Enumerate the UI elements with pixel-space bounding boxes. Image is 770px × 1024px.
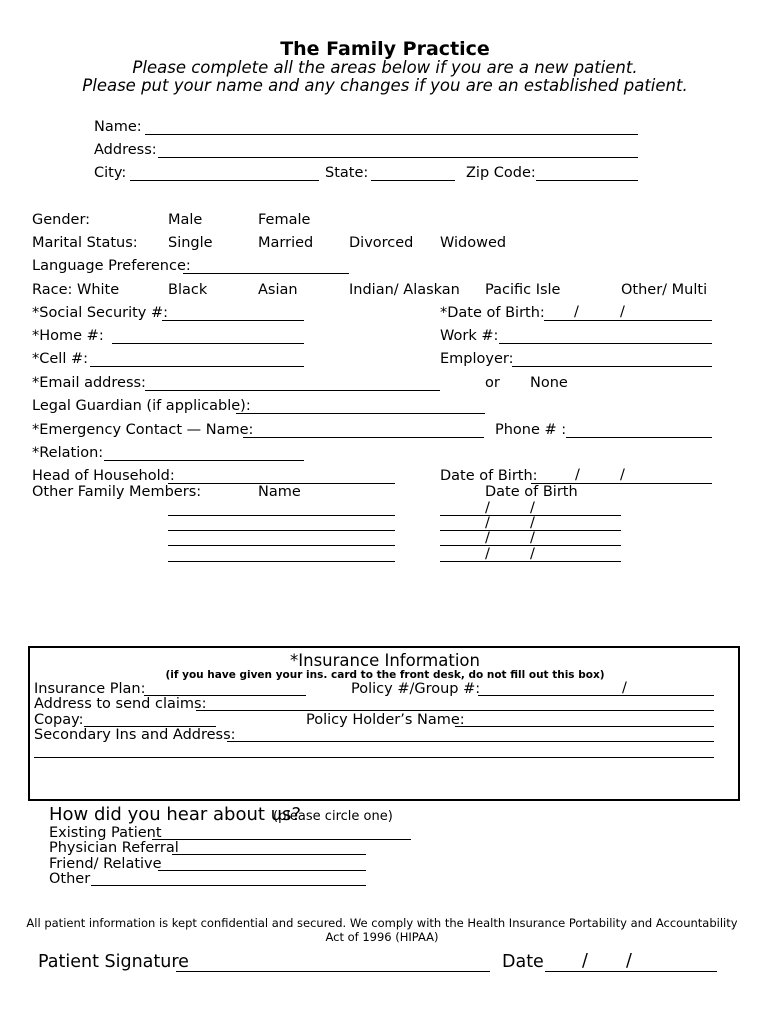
home-phone-label: *Home #: [32, 328, 104, 344]
patient-signature-label: Patient Signature [38, 952, 189, 972]
referral-existing-patient-field[interactable] [152, 824, 411, 840]
work-phone-label: Work #: [440, 328, 499, 344]
family-dob-slash: / [530, 546, 535, 562]
emergency-contact-field[interactable] [243, 421, 484, 438]
family-member-name-field[interactable] [168, 545, 395, 562]
cell-phone-label: *Cell #: [32, 351, 88, 367]
work-phone-field[interactable] [499, 327, 712, 344]
head-dob-slash-2: / [620, 467, 625, 483]
race-option-asian[interactable]: Asian [258, 282, 298, 298]
name-field[interactable] [145, 118, 638, 135]
dob-label: *Date of Birth: [440, 305, 545, 321]
race-label: Race: [32, 282, 73, 298]
policy-holder-field[interactable] [455, 711, 714, 727]
family-name-header: Name [258, 484, 301, 500]
cell-phone-field[interactable] [90, 350, 304, 367]
referral-question: How did you hear about us? [49, 804, 301, 825]
referral-other-field[interactable] [91, 870, 366, 886]
claims-address-label: Address to send claims: [34, 696, 207, 712]
family-dob-slash: / [530, 530, 535, 546]
referral-physician-field[interactable] [172, 839, 366, 855]
form-subtitle-new-patient: Please complete all the areas below if you are a new patient. [132, 58, 638, 77]
insurance-plan-label: Insurance Plan: [34, 681, 146, 697]
email-label: *Email address: [32, 375, 146, 391]
emergency-contact-label: *Emergency Contact — Name: [32, 422, 254, 438]
form-title: The Family Practice [280, 38, 490, 60]
marital-option-divorced[interactable]: Divorced [349, 235, 414, 251]
marital-option-married[interactable]: Married [258, 235, 314, 251]
secondary-insurance-label: Secondary Ins and Address: [34, 727, 236, 743]
family-dob-slash: / [485, 530, 490, 546]
privacy-notice-line2: Act of 1996 (HIPAA) [325, 930, 439, 944]
insurance-title: *Insurance Information [290, 651, 480, 670]
emergency-phone-label: Phone # : [495, 422, 567, 438]
head-of-household-label: Head of Household: [32, 468, 175, 484]
marital-status-label: Marital Status: [32, 235, 138, 251]
home-phone-field[interactable] [112, 327, 304, 344]
zip-label: Zip Code: [466, 165, 536, 181]
signature-date-label: Date [502, 952, 544, 972]
state-label: State: [325, 165, 369, 181]
insurance-plan-field[interactable] [144, 680, 306, 696]
marital-option-single[interactable]: Single [168, 235, 213, 251]
race-option-indian-alaskan[interactable]: Indian/ Alaskan [349, 282, 460, 298]
name-label: Name: [94, 119, 142, 135]
language-label: Language Preference: [32, 258, 191, 274]
legal-guardian-field[interactable] [236, 397, 485, 414]
relation-label: *Relation: [32, 445, 104, 461]
claims-address-field[interactable] [196, 695, 714, 711]
zip-field[interactable] [536, 164, 638, 181]
referral-option-physician[interactable]: Physician Referral [49, 840, 179, 856]
state-field[interactable] [371, 164, 455, 181]
race-option-black[interactable]: Black [168, 282, 208, 298]
relation-field[interactable] [104, 444, 304, 461]
family-dob-header: Date of Birth [485, 484, 578, 500]
ssn-field[interactable] [162, 304, 304, 321]
signature-date-slash-1: / [582, 951, 588, 971]
referral-option-existing-patient[interactable]: Existing Patient [49, 825, 162, 841]
insurance-note: (if you have given your ins. card to the front desk, do not fill out this box) [165, 669, 605, 681]
email-none-option[interactable]: None [530, 375, 568, 391]
language-field[interactable] [183, 257, 349, 274]
race-option-other-multi[interactable]: Other/ Multi [621, 282, 708, 298]
policy-holder-label: Policy Holder’s Name: [306, 712, 465, 728]
referral-friend-field[interactable] [158, 855, 366, 871]
patient-signature-field[interactable] [176, 952, 490, 972]
policy-group-slash: / [622, 680, 627, 696]
city-label: City: [94, 165, 127, 181]
head-dob-label: Date of Birth: [440, 468, 538, 484]
employer-label: Employer: [440, 351, 514, 367]
policy-group-field[interactable] [478, 680, 714, 696]
form-subtitle-established-patient: Please put your name and any changes if you are an established patient. [82, 76, 688, 95]
signature-date-slash-2: / [626, 951, 632, 971]
emergency-phone-field[interactable] [566, 421, 712, 438]
gender-option-male[interactable]: Male [168, 212, 203, 228]
gender-label: Gender: [32, 212, 91, 228]
family-dob-slash: / [485, 500, 490, 516]
copay-field[interactable] [84, 711, 216, 727]
address-field[interactable] [158, 141, 638, 158]
secondary-insurance-extra-field[interactable] [34, 742, 714, 758]
race-option-pacific-isle[interactable]: Pacific Isle [485, 282, 561, 298]
referral-option-friend[interactable]: Friend/ Relative [49, 856, 162, 872]
family-dob-slash: / [485, 546, 490, 562]
dob-slash-2: / [620, 304, 625, 320]
head-of-household-field[interactable] [168, 467, 395, 484]
legal-guardian-label: Legal Guardian (if applicable): [32, 398, 251, 414]
email-field[interactable] [145, 374, 440, 391]
family-dob-slash: / [530, 500, 535, 516]
family-dob-slash: / [530, 515, 535, 531]
secondary-insurance-field[interactable] [227, 726, 714, 742]
policy-group-label: Policy #/Group #: [351, 681, 481, 697]
marital-option-widowed[interactable]: Widowed [440, 235, 507, 251]
privacy-notice-line1: All patient information is kept confidential and secured. We comply with the Health Insurance Portability and Accountability [26, 916, 738, 930]
gender-option-female[interactable]: Female [258, 212, 311, 228]
ssn-label: *Social Security #: [32, 305, 169, 321]
copay-label: Copay: [34, 712, 84, 728]
email-or-label: or [485, 375, 500, 391]
referral-hint: (please circle one) [273, 809, 393, 824]
family-dob-slash: / [485, 515, 490, 531]
family-member-name-field[interactable] [168, 529, 395, 546]
city-field[interactable] [130, 164, 319, 181]
employer-field[interactable] [512, 350, 712, 367]
other-family-label: Other Family Members: [32, 484, 202, 500]
head-dob-slash-1: / [575, 467, 580, 483]
referral-option-other[interactable]: Other [49, 871, 91, 887]
dob-field[interactable] [544, 304, 712, 321]
dob-slash-1: / [574, 304, 579, 320]
address-label: Address: [94, 142, 157, 158]
race-option-white[interactable]: White [77, 282, 120, 298]
